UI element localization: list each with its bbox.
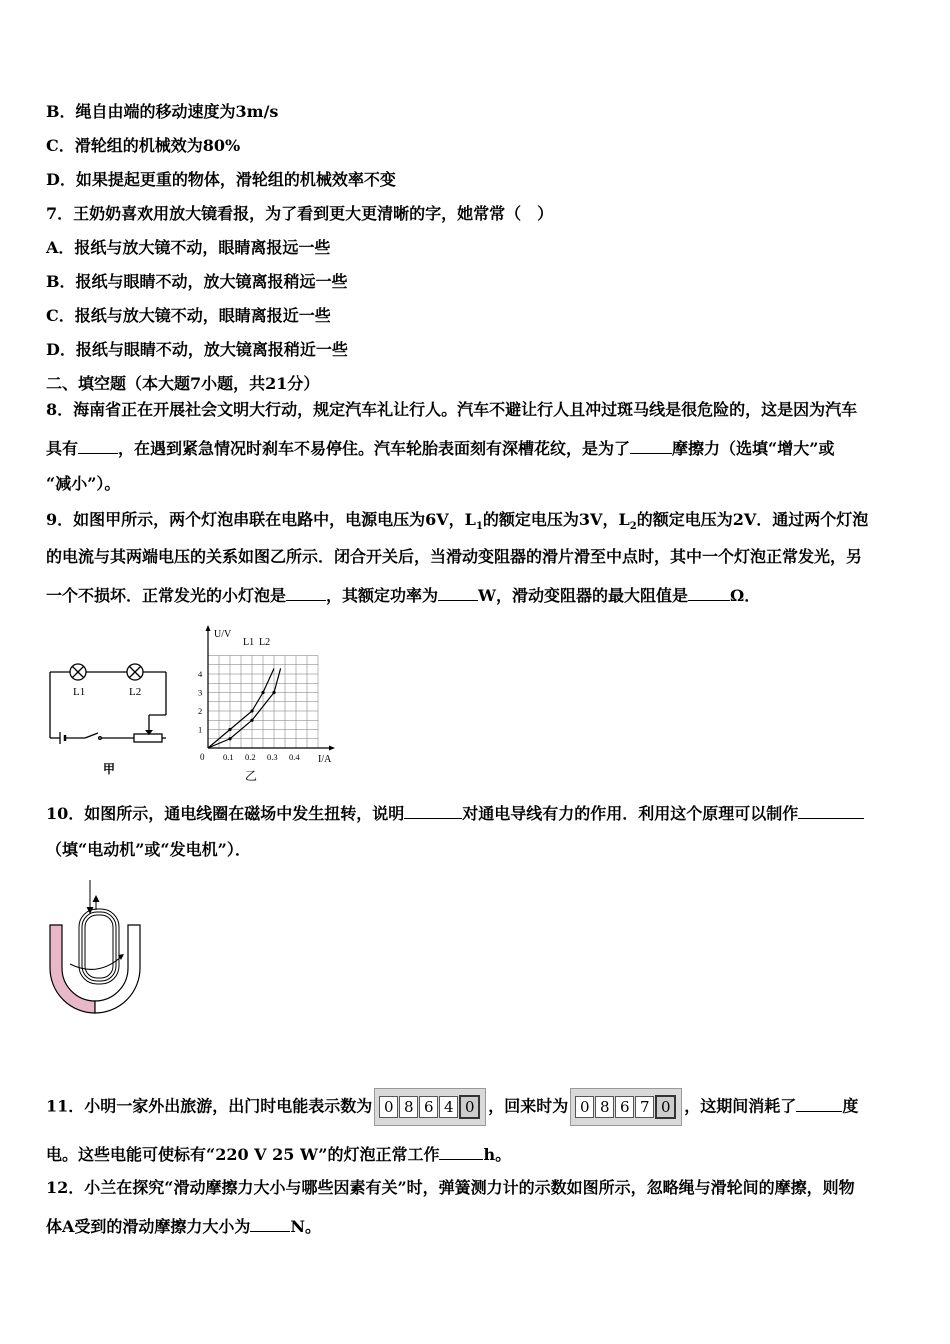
y-tick-label: 2 — [198, 706, 203, 716]
q8-line1: 8．海南省正在开展社会文明大行动，规定汽车礼让行人。汽车不避让行人且冲过斑马线是很危险的，这是因为汽车 — [46, 400, 858, 419]
q11-text: ，回来时为 — [488, 1096, 569, 1116]
q9-text: 9．如图甲所示，两个灯泡串联在电路中，电源电压为6V，L — [46, 510, 476, 529]
q11-text: ，这期间消耗了 — [684, 1096, 797, 1116]
data-point — [250, 719, 253, 722]
iv-graph — [193, 622, 343, 790]
meter-digit: 0 — [575, 1096, 594, 1118]
q6-option-c: C．滑轮组的机械效为80% — [46, 136, 241, 155]
meter-reading-end — [570, 1088, 682, 1126]
meter-reading-start — [374, 1088, 486, 1126]
legend-l2: L2 — [259, 637, 271, 648]
rheostat-icon — [134, 734, 162, 742]
answer-blank[interactable] — [630, 437, 672, 454]
q9-text: 的额定电压为2V．通过两个灯泡 — [636, 510, 869, 529]
lamp-label: L1 — [73, 686, 86, 698]
q12-line2 — [46, 1215, 321, 1237]
q7-option-d: D．报纸与眼睛不动，放大镜离报稍近一些 — [46, 340, 348, 359]
data-point — [228, 737, 231, 740]
y-axis-label: U/V — [214, 629, 232, 640]
q6-option-d: D．如果提起更重的物体，滑轮组的机械效率不变 — [46, 170, 396, 189]
legend-l1: L1 — [243, 637, 255, 648]
q11-line1 — [46, 1088, 858, 1126]
q10-text: 10．如图所示，通电线圈在磁场中发生扭转，说明 — [46, 804, 405, 823]
q7-option-c: C．报纸与放大镜不动，眼睛离报近一些 — [46, 306, 331, 325]
x-tick-label: 0.4 — [289, 752, 300, 762]
y-tick-label: 3 — [198, 687, 203, 698]
figure-caption: 甲 — [103, 762, 116, 776]
x-tick-label: 0.2 — [245, 752, 256, 762]
q11-text: 度 — [842, 1096, 859, 1116]
q8-text: ，在遇到紧急情况时刹车不易停住。汽车轮胎表面刻有深槽花纹，是为了 — [118, 439, 631, 458]
y-tick-label: 1 — [198, 724, 203, 735]
q9-text: 的额定电压为3V，L — [482, 510, 630, 529]
q9-text: Ω． — [730, 586, 761, 605]
data-point — [261, 691, 264, 694]
q8-text: 具有 — [46, 439, 79, 458]
q9-line2: 的电流与其两端电压的关系如图乙所示．闭合开关后，当滑动变阻器的滑片滑至中点时，其中一个灯泡正常发光，另 — [46, 547, 863, 566]
answer-blank[interactable] — [439, 1143, 483, 1160]
meter-digit: 8 — [595, 1096, 614, 1118]
meter-digit: 0 — [655, 1095, 676, 1119]
answer-blank[interactable] — [286, 584, 326, 601]
meter-digit: 8 — [399, 1096, 418, 1118]
data-point — [272, 691, 275, 694]
q9-text: ，其额定功率为 — [326, 586, 439, 605]
q12-line1: 12．小兰在探究“滑动摩擦力大小与哪些因素有关”时，弹簧测力计的示数如图所示，忽略绳与滑轮间的摩擦，则物 — [46, 1178, 855, 1197]
q9-line3 — [46, 584, 760, 606]
q11-text: 电。这些电能可使标有“220 V 25 W”的灯泡正常工作 — [46, 1145, 440, 1164]
meter-digit: 4 — [439, 1096, 458, 1118]
q11-line2 — [46, 1143, 511, 1165]
q10-line1 — [46, 802, 864, 824]
answer-blank[interactable] — [688, 584, 730, 601]
answer-blank[interactable] — [796, 1095, 842, 1112]
data-point — [250, 709, 253, 712]
x-axis-label: I/A — [318, 754, 332, 765]
circuit-diagram — [40, 655, 180, 780]
q7-option-b: B．报纸与眼睛不动，放大镜离报稍远一些 — [46, 272, 348, 291]
answer-blank[interactable] — [404, 802, 462, 819]
q8-line3: “减小”）。 — [46, 474, 121, 493]
magnet-pole-n — [95, 925, 140, 1013]
q8-text: 摩擦力（选填“增大”或 — [672, 439, 835, 458]
data-point — [228, 728, 231, 731]
meter-digit: 0 — [459, 1095, 480, 1119]
x-tick-label: 0.3 — [267, 752, 278, 762]
q9-text: 一个不损坏．正常发光的小灯泡是 — [46, 586, 287, 605]
answer-blank[interactable] — [798, 802, 864, 819]
q6-option-b: B．绳自由端的移动速度为3m/s — [46, 102, 279, 121]
origin-label: 0 — [200, 752, 205, 762]
x-tick-label: 0.1 — [223, 752, 234, 762]
q7-stem: 7．王奶奶喜欢用放大镜看报，为了看到更大更清晰的字，她常常（ ） — [46, 204, 554, 223]
figure-caption: 乙 — [245, 769, 258, 783]
meter-digit: 6 — [419, 1096, 438, 1118]
meter-digit: 0 — [379, 1096, 398, 1118]
motor-coil-figure — [40, 880, 160, 1030]
answer-blank[interactable] — [438, 584, 478, 601]
q10-text: 对通电导线有力的作用．利用这个原理可以制作 — [462, 804, 799, 823]
meter-digit: 7 — [635, 1096, 654, 1118]
q9-text: W，滑动变阻器的最大阻值是 — [478, 586, 689, 605]
q7-option-a: A．报纸与放大镜不动，眼睛离报远一些 — [46, 238, 331, 257]
subscript: 2 — [629, 521, 637, 533]
meter-digit: 6 — [615, 1096, 634, 1118]
q9-line1 — [46, 510, 868, 537]
q11-text: 11．小明一家外出旅游，出门时电能表示数为 — [46, 1096, 373, 1116]
answer-blank[interactable] — [250, 1215, 290, 1232]
q10-line2: （填“电动机”或“发电机”）． — [46, 840, 251, 859]
answer-blank[interactable] — [78, 437, 118, 454]
q8-line2 — [46, 437, 834, 459]
section-heading: 二、填空题（本大题7小题，共21分） — [46, 374, 320, 393]
q11-text: h。 — [483, 1145, 512, 1164]
q12-text: 体A受到的滑动摩擦力大小为 — [46, 1217, 251, 1236]
subscript: 1 — [475, 521, 483, 533]
y-tick-label: 4 — [198, 669, 203, 679]
lamp-label: L2 — [129, 686, 142, 698]
q12-text: N。 — [290, 1217, 322, 1236]
